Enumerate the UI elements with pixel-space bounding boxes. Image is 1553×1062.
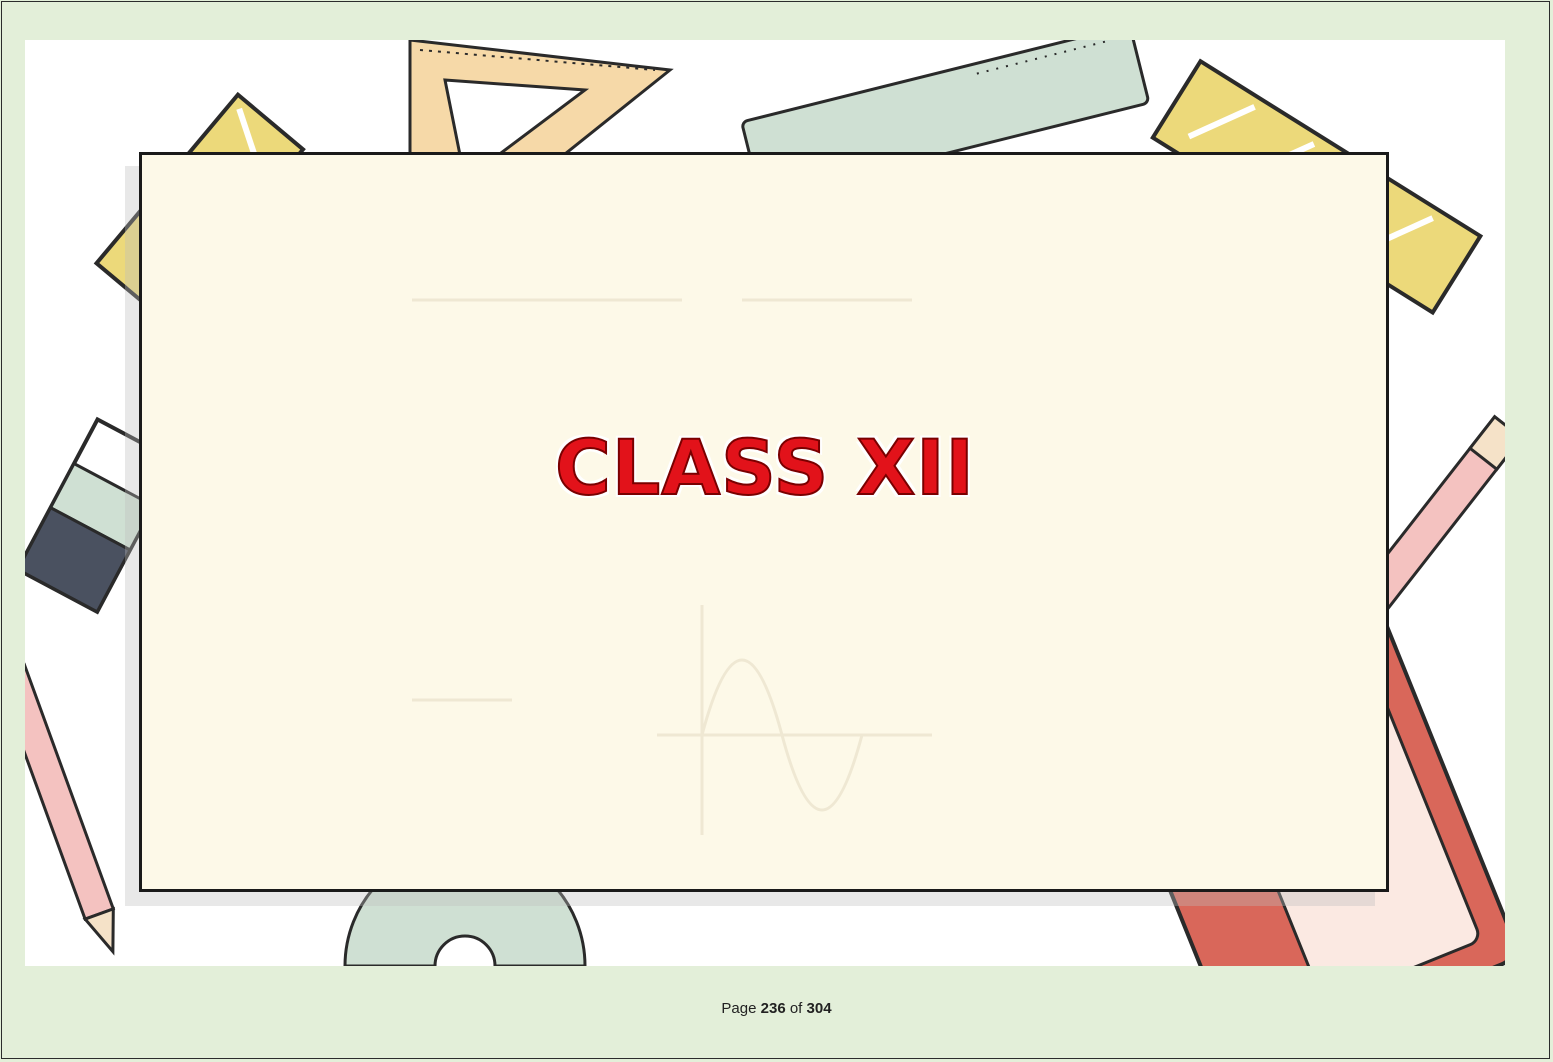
sine-graph-icon [657,605,932,835]
current-page: 236 [760,1000,786,1017]
cover-image [25,40,1505,966]
title-card [139,152,1389,892]
math-formula-watermark [142,155,1386,889]
pencil-icon [25,665,127,957]
page-of-label: of [789,1000,803,1017]
total-pages: 304 [806,1000,832,1017]
page-label: Page [721,1000,757,1017]
page-title: CLASS XII [555,423,975,512]
page-number-footer [0,1000,1553,1017]
